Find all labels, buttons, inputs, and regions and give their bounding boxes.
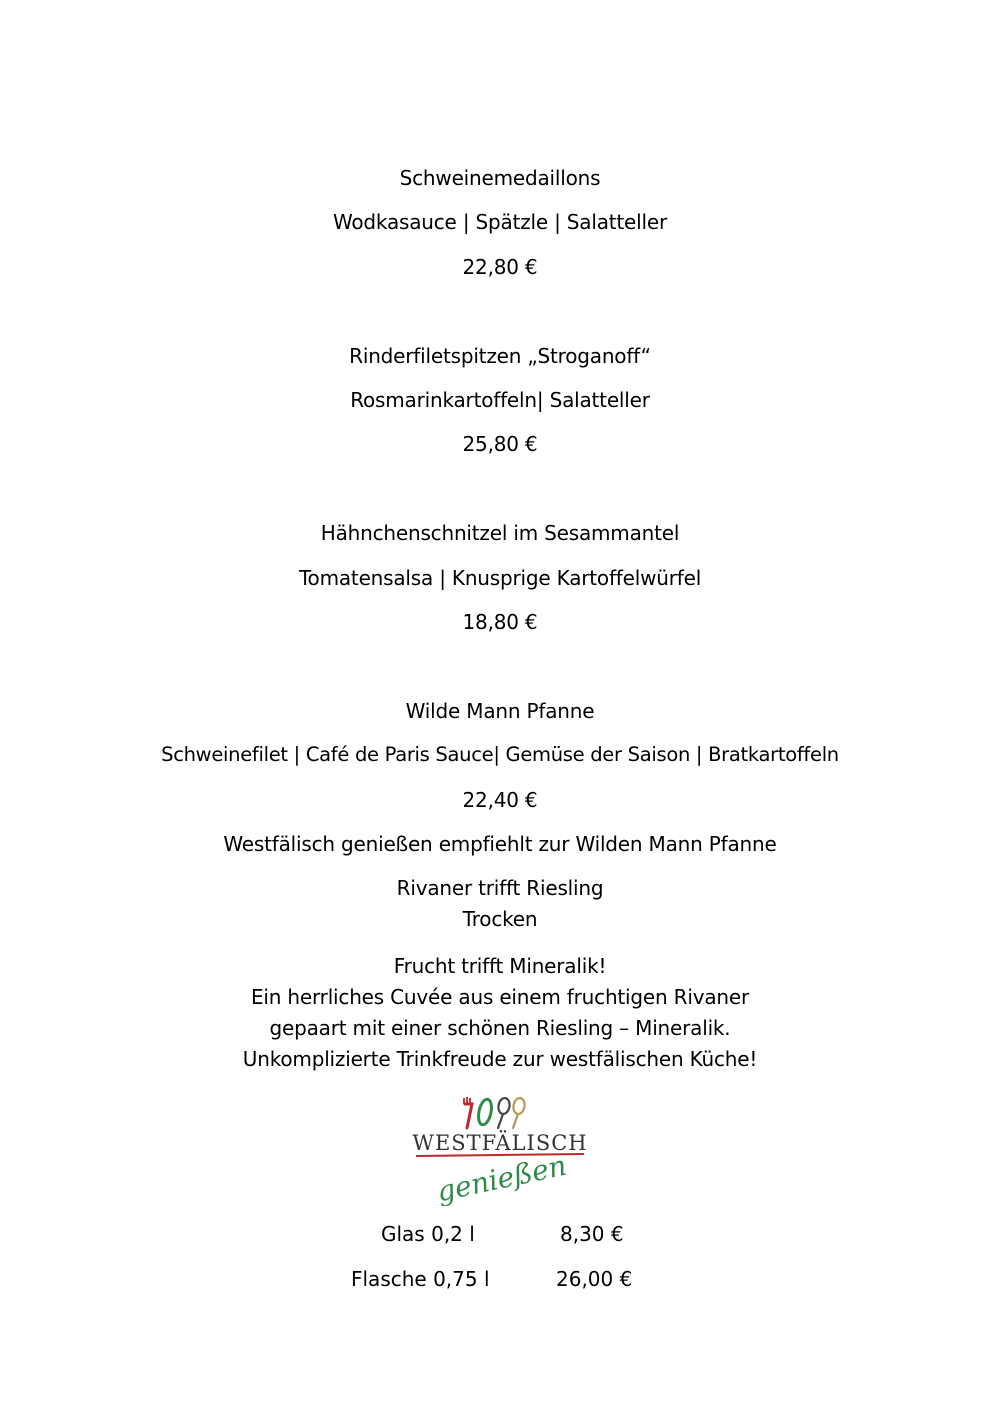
logo-script: genießen: [434, 1148, 570, 1206]
wine-size: Glas 0,2 l: [381, 1222, 475, 1246]
wine-description-line: Unkomplizierte Trinkfreude zur westfälischen Küche!: [242, 1047, 758, 1071]
wine-description-line: gepaart mit einer schönen Riesling – Mineralik.: [269, 1016, 731, 1040]
dish-sides: Wodkasauce | Spätzle | Salatteller: [332, 210, 668, 234]
wine-style: Trocken: [462, 907, 538, 931]
dish-name: Wilde Mann Pfanne: [405, 699, 595, 723]
wine-description-line: Ein herrliches Cuvée aus einem fruchtigen Rivaner: [251, 985, 749, 1009]
dish-sides: Tomatensalsa | Knusprige Kartoffelwürfel: [298, 566, 702, 590]
dish-price: 22,80 €: [462, 255, 538, 279]
westfaelisch-geniessen-logo: [412, 1090, 588, 1206]
dish-sides: Rosmarinkartoffeln| Salatteller: [350, 388, 650, 412]
wine-price: 26,00 €: [556, 1267, 633, 1291]
logo-graphic: [412, 1090, 588, 1206]
wine-price: 8,30 €: [560, 1222, 624, 1246]
wine-description-line: Frucht trifft Mineralik!: [393, 954, 607, 978]
cutlery-icon: [464, 1097, 526, 1128]
dish-sides: Schweinefilet | Café de Paris Sauce| Gemüse der Saison | Bratkartoffeln: [161, 743, 839, 766]
logo-wordmark: WESTFÄLISCH: [412, 1131, 588, 1155]
dish-price: 25,80 €: [462, 432, 538, 456]
dish-name: Schweinemedaillons: [399, 166, 601, 190]
wine-size: Flasche 0,75 l: [351, 1267, 490, 1291]
dish-price: 18,80 €: [462, 610, 538, 634]
wine-recommendation: Westfälisch genießen empfiehlt zur Wilden Mann Pfanne: [223, 832, 777, 856]
dish-name: Rinderfiletspitzen „Stroganoff“: [349, 344, 651, 368]
dish-name: Hähnchenschnitzel im Sesammantel: [320, 521, 680, 545]
wine-name: Rivaner trifft Riesling: [396, 876, 604, 900]
dish-price: 22,40 €: [462, 788, 538, 812]
